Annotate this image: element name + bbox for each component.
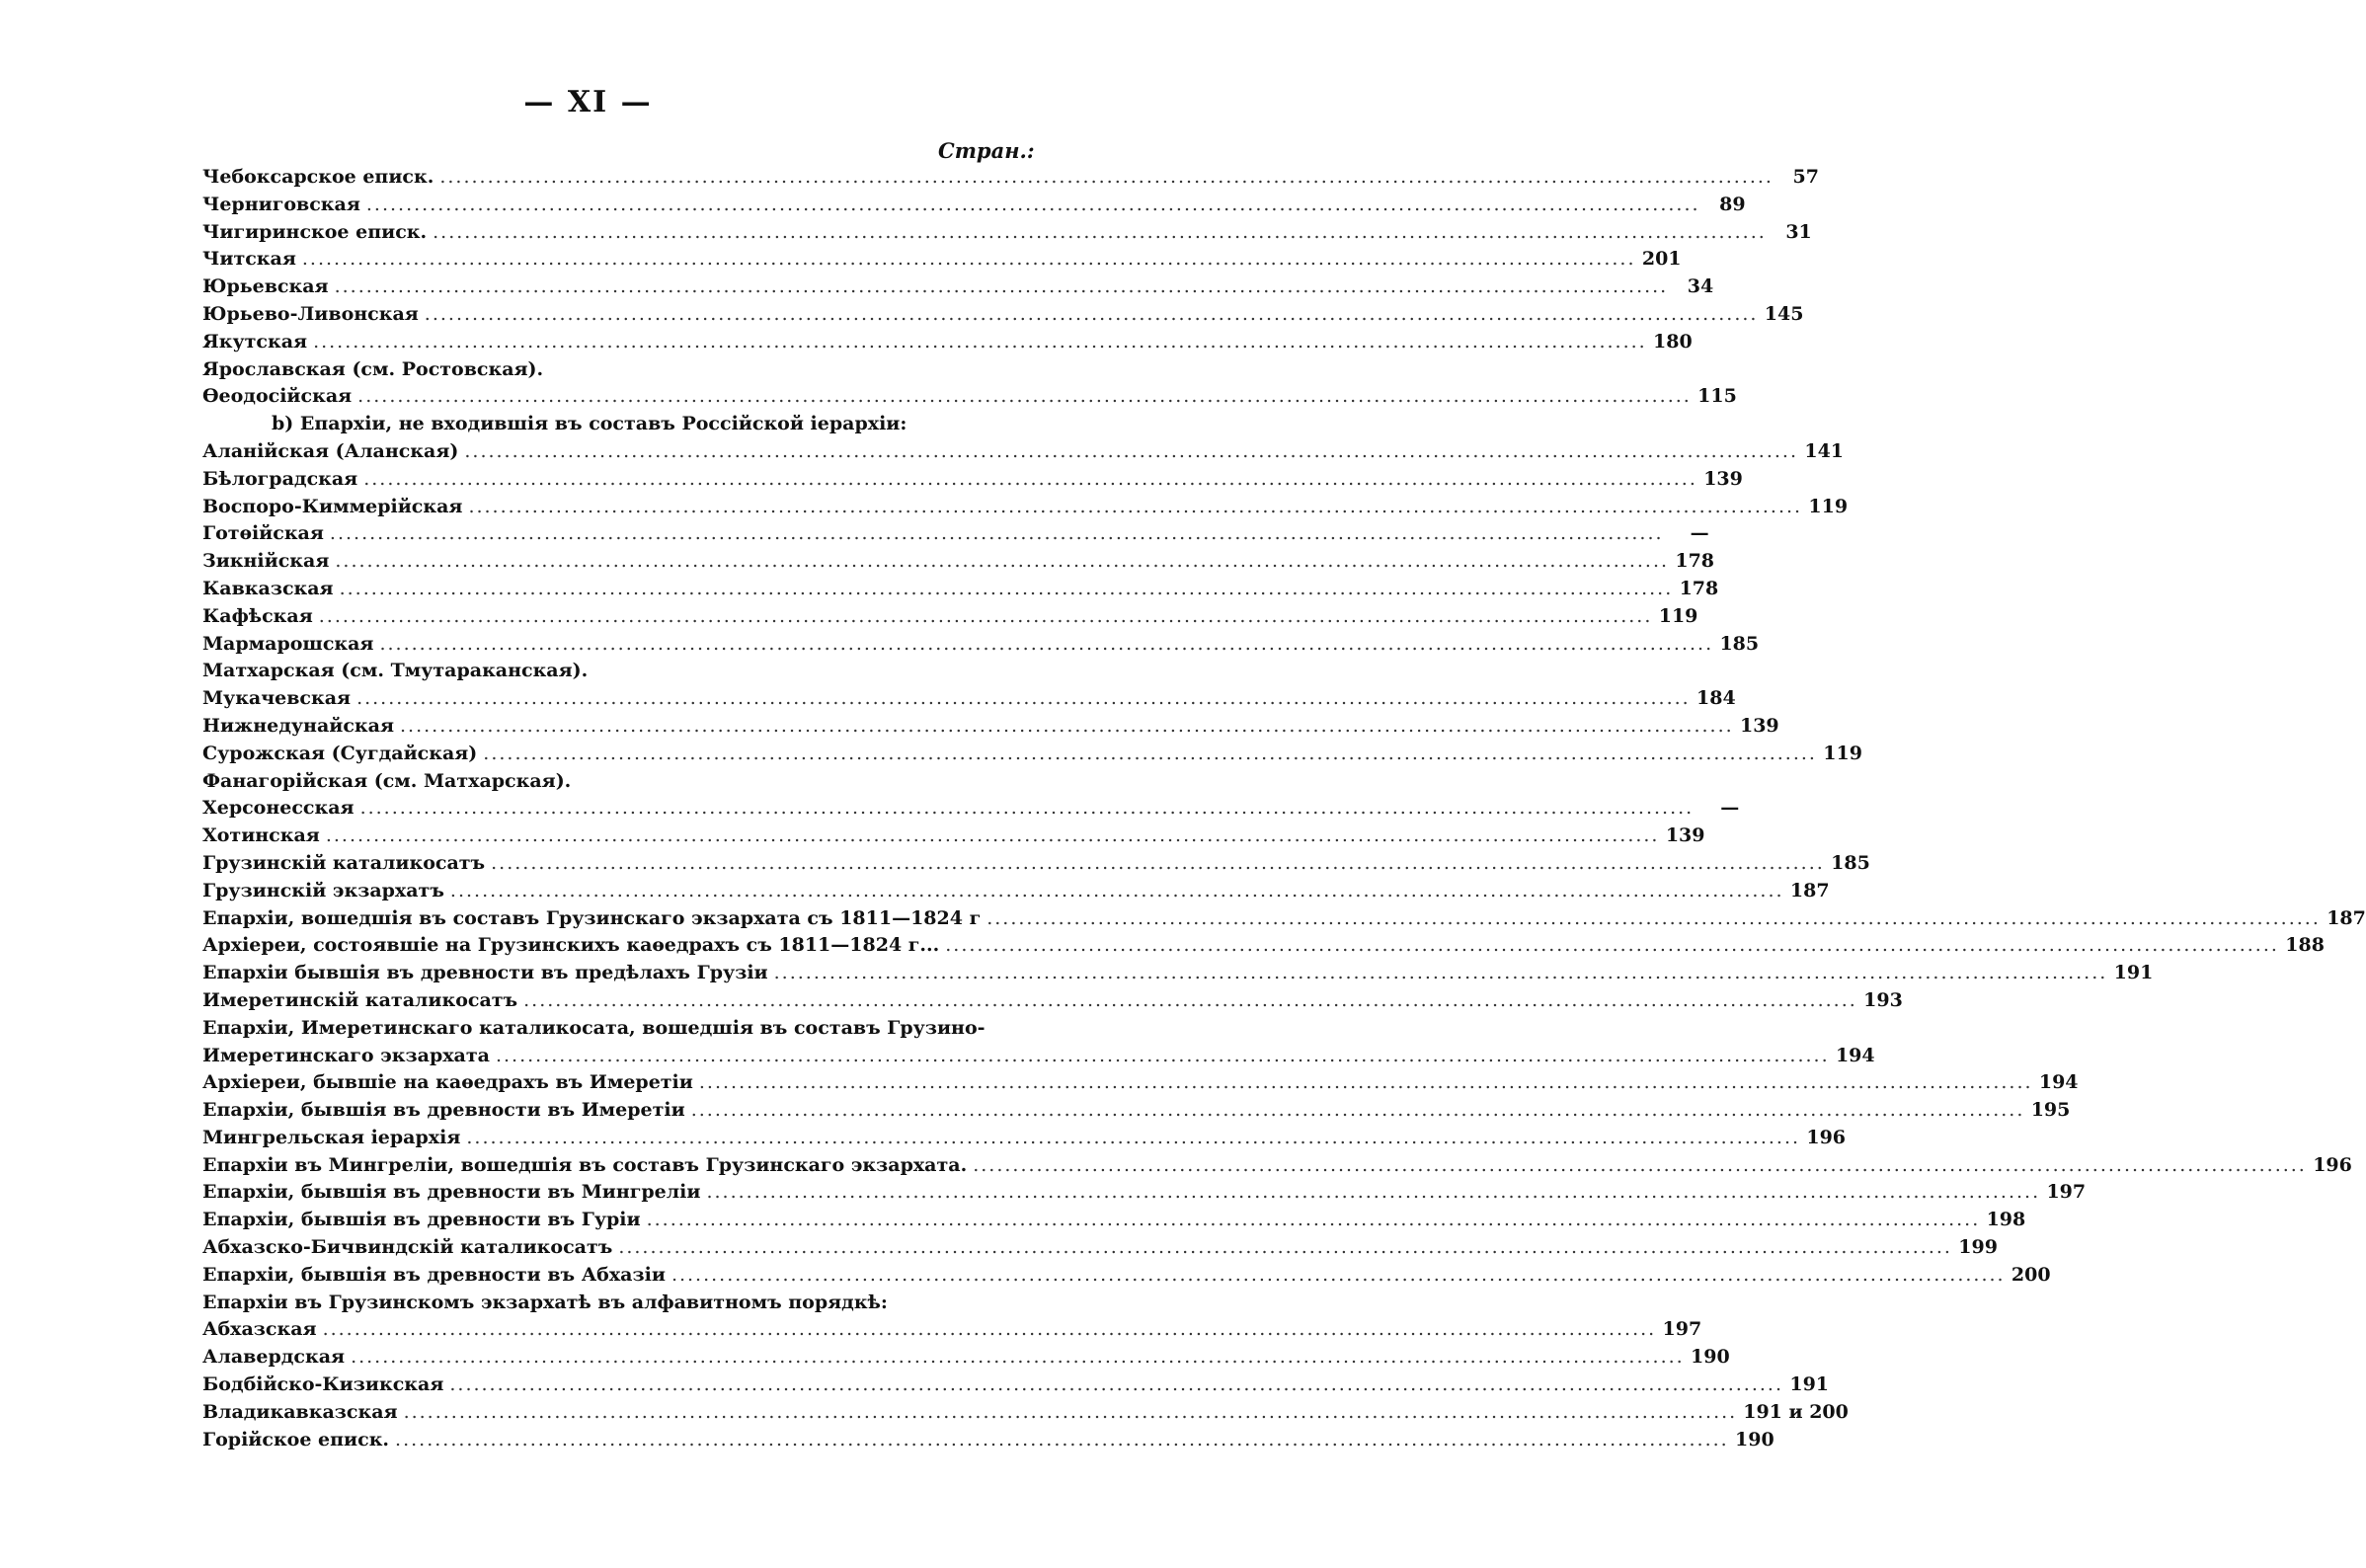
toc-entry-page: 141 [1804,439,1845,462]
toc-entry [202,1234,1998,1262]
toc-leader-dots [618,1234,1952,1262]
toc-leader-dots [647,1207,1981,1234]
toc-entry-title: Фанагорiйская (см. Матхарская). [202,769,572,792]
toc-entry [202,1262,2051,1290]
toc-leader-dots [523,987,1857,1015]
toc-entry [202,878,1830,905]
toc-leader-dots [340,576,1674,603]
toc-entry-title: Имеретинскiй каталикосатъ [202,988,518,1011]
toc-entry [202,905,2366,933]
toc-entry [202,1179,2087,1207]
toc-entry [202,1015,1012,1043]
toc-entry [202,356,1012,384]
toc-entry-title: b) Епархiи, не входившiя въ составъ Россiйской iерархiи: [272,413,907,435]
toc-leader-dots [691,1097,2025,1125]
toc-leader-dots [496,1043,1830,1070]
toc-entry [202,795,1740,823]
toc-leader-dots [774,960,2108,987]
toc-entry-page: 119 [1808,495,1849,517]
toc-entry-page: 196 [2313,1153,2352,1176]
toc-entry-title: Черниговская [202,193,360,215]
toc-leader-dots [671,1262,2006,1290]
toc-leader-dots [395,1427,1729,1454]
toc-entry-title: Архiереи, состоявшiе на Грузинскихъ каѳедрахъ съ 1811—1824 г... [202,934,940,957]
toc-entry-page: 31 [1785,220,1812,243]
toc-leader-dots [313,329,1647,356]
toc-leader-dots [706,1179,2040,1207]
toc-entry-page: 193 [1863,988,1903,1011]
toc-leader-dots [302,246,1636,274]
toc-entry-page: 194 [1835,1044,1875,1066]
toc-leader-dots [400,713,1734,741]
toc-entry [202,1427,1774,1454]
toc-entry [202,520,1709,548]
toc-leader-dots [491,850,1825,878]
toc-leader-dots [379,631,1713,659]
toc-entry [202,960,2154,987]
toc-entry-page: — [1720,797,1740,820]
toc-entry [202,741,1862,768]
toc-leader-dots [404,1399,1738,1427]
toc-entry-page: 139 [1703,467,1743,490]
toc-entry [202,466,1743,494]
toc-entry [202,1043,1875,1070]
toc-entry-page: 139 [1665,824,1705,847]
toc-leader-dots [360,795,1695,823]
toc-entry-page: 119 [1658,604,1698,627]
toc-entry-title: Епархiи бывшiя въ древности въ предѣлахъ Грузiи [202,962,768,984]
toc-entry-title: Херсонесская [202,797,355,820]
toc-leader-dots [323,1316,1657,1344]
toc-entry-title: Бодбiйско-Кизикская [202,1373,444,1396]
toc-leader-dots [468,494,1802,521]
toc-entry [202,713,1779,741]
toc-entry-page: 184 [1696,687,1736,710]
toc-entry-page: 201 [1641,248,1682,271]
toc-entry-page: 187 [1789,879,1830,902]
toc-leader-dots [363,466,1697,494]
page-column-header: Стран.: [938,138,1035,163]
toc-entry-title: Ѳеодосiйская [202,385,353,408]
toc-entry [202,494,1849,521]
toc-entry-page: 185 [1719,632,1760,655]
toc-entry [202,219,1812,247]
toc-entry [202,1290,1012,1317]
toc-leader-dots [433,219,1767,247]
toc-entry [202,1152,2352,1180]
toc-entry-title: Алавердская [202,1346,346,1369]
toc-leader-dots [425,301,1759,329]
toc-leader-dots [357,383,1692,411]
toc-entry-page: 187 [2327,906,2366,929]
toc-entry-title: Мармарошская [202,632,374,655]
toc-leader-dots [326,823,1660,850]
toc-entry [202,1125,1847,1152]
toc-entry-title: Матхарская (см. Тмутараканская). [202,660,589,682]
toc-leader-dots [450,878,1784,905]
toc-entry-title: Епархiи въ Мингрелiи, вошедшiя въ составъ Грузинскаго экзархата. [202,1153,968,1176]
toc-entry-page: 34 [1687,275,1714,298]
toc-entry-title: Мукачевская [202,687,352,710]
toc-entry [202,274,1714,301]
toc-entry [202,1316,1702,1344]
toc-entry [202,631,1760,659]
toc-leader-dots [335,548,1669,576]
toc-entry-page: 190 [1691,1346,1730,1369]
toc-entry-title: Якутская [202,330,308,353]
toc-leader-dots [945,932,2279,960]
toc-entry [202,1069,2079,1097]
toc-entry-title: Мингрельская iерархiя [202,1126,461,1148]
toc-leader-dots [483,741,1817,768]
toc-entry-page: 178 [1679,577,1719,599]
toc-entry [202,164,1819,192]
toc-entry-page: 178 [1675,550,1715,573]
toc-entry-title: Чигиринское еписк. [202,220,428,243]
toc-entry [202,438,1845,466]
toc-entry-title: Кавказская [202,577,334,599]
toc-entry-title: Ярославская (см. Ростовская). [202,357,544,380]
toc-leader-dots [699,1069,2033,1097]
toc-entry [202,823,1705,850]
toc-entry-title: Епархiи, бывшiя въ древности въ Абхазiи [202,1263,666,1286]
toc-entry [202,329,1693,356]
toc-entry-title: Чебоксарское еписк. [202,166,434,188]
toc-entry-page: 89 [1719,193,1746,215]
toc-leader-dots [319,603,1653,631]
toc-entry-page: 191 [2113,962,2154,984]
toc-leader-dots [356,685,1691,713]
toc-entry-title: Абхазско-Бичвиндскiй каталикосатъ [202,1236,613,1259]
toc-entry-title: Зикнiйская [202,550,330,573]
toc-entry [202,932,2325,960]
toc-entry-title: Епархiи, бывшiя въ древности въ Мингрелiи [202,1181,701,1204]
toc-entry-title: Читская [202,248,296,271]
toc-entry-page: 191 [1789,1373,1830,1396]
toc-entry [202,1372,1830,1399]
toc-entry [202,1097,2071,1125]
toc-entry-title: Епархiи въ Грузинскомъ экзархатѣ въ алфавитномъ порядкѣ: [202,1291,888,1313]
toc-entry [202,576,1719,603]
page-number: — XI — [523,85,653,119]
toc-entry [202,301,1804,329]
toc-entry-page: — [1690,522,1709,545]
toc-entry-title: Юрьево-Ливонская [202,302,419,325]
toc-entry [202,1399,1849,1427]
toc-entry [202,383,1737,411]
toc-entry-title: Епархiи, бывшiя въ древности въ Гурiи [202,1209,641,1231]
toc-entry-title: Грузинскiй экзархатъ [202,879,444,902]
toc-entry-title: Хотинская [202,824,320,847]
toc-leader-dots [330,520,1664,548]
toc-entry [202,768,1012,796]
toc-entry [202,987,1903,1015]
toc-entry-page: 194 [2038,1071,2079,1094]
toc-leader-dots [439,164,1774,192]
toc-leader-dots [464,438,1798,466]
toc-entry [202,603,1698,631]
toc-entry-page: 145 [1764,302,1804,325]
toc-entry-title: Аланiйская (Аланская) [202,439,459,462]
toc-leader-dots [335,274,1669,301]
toc-entry-title: Горiйское еписк. [202,1428,390,1450]
toc-entry [202,685,1736,713]
toc-leader-dots [973,1152,2307,1180]
toc-entry-page: 119 [1823,742,1862,764]
toc-entry-title: Имеретинскаго экзархата [202,1044,490,1066]
toc-entry-title: Епархiи, бывшiя въ древности въ Имеретiи [202,1099,685,1122]
toc-entry-title: Грузинскiй каталикосатъ [202,851,486,874]
toc-entry [202,1207,2026,1234]
toc-leader-dots [466,1125,1800,1152]
toc-entry-title: Сурожская (Сугдайская) [202,742,478,764]
toc-entry [202,246,1682,274]
toc-entry [202,548,1715,576]
toc-entry-page: 200 [2011,1263,2051,1286]
toc-entry-page: 188 [2285,934,2325,957]
toc-entry-title: Архiереи, бывшiе на каѳедрахъ въ Имеретiи [202,1071,693,1094]
toc-entry [202,850,1870,878]
toc-entry-page: 197 [1662,1318,1702,1341]
toc-entry-page: 115 [1697,385,1737,408]
toc-entry-page: 185 [1831,851,1870,874]
toc-entry [202,1344,1730,1372]
toc-leader-dots [986,905,2321,933]
toc-entry-page: 57 [1792,166,1819,188]
toc-entry [202,411,1012,438]
toc-entry-title: Епархiи, вошедшiя въ составъ Грузинскаго экзархата съ 1811—1824 г [202,906,982,929]
table-of-contents [202,164,2366,1453]
toc-entry-page: 190 [1735,1428,1774,1450]
toc-entry-page: 198 [1986,1209,2026,1231]
toc-leader-dots [351,1344,1685,1372]
toc-entry-title: Епархiи, Имеретинскаго каталикосата, вошедшiя въ составъ Грузино- [202,1016,986,1039]
toc-entry-title: Бѣлоградская [202,467,358,490]
toc-entry-title: Абхазская [202,1318,317,1341]
toc-entry-page: 139 [1739,714,1779,737]
toc-entry-title: Готѳiйская [202,522,324,545]
toc-entry [202,192,1746,219]
toc-entry-title: Нижнедунайская [202,714,394,737]
toc-entry-page: 196 [1806,1126,1847,1148]
toc-entry-page: 197 [2046,1181,2087,1204]
toc-entry-page: 195 [2030,1099,2071,1122]
toc-entry-title: Кафѣская [202,604,313,627]
toc-entry-page: 180 [1653,330,1693,353]
toc-entry [202,658,1012,685]
toc-entry-title: Владикавказская [202,1400,398,1423]
toc-leader-dots [449,1372,1783,1399]
toc-entry-page: 199 [1958,1236,1998,1259]
toc-entry-title: Юрьевская [202,275,329,298]
toc-entry-title: Воспоро-Киммерiйская [202,495,463,517]
toc-leader-dots [366,192,1700,219]
toc-entry-page: 191 и 200 [1743,1400,1849,1423]
